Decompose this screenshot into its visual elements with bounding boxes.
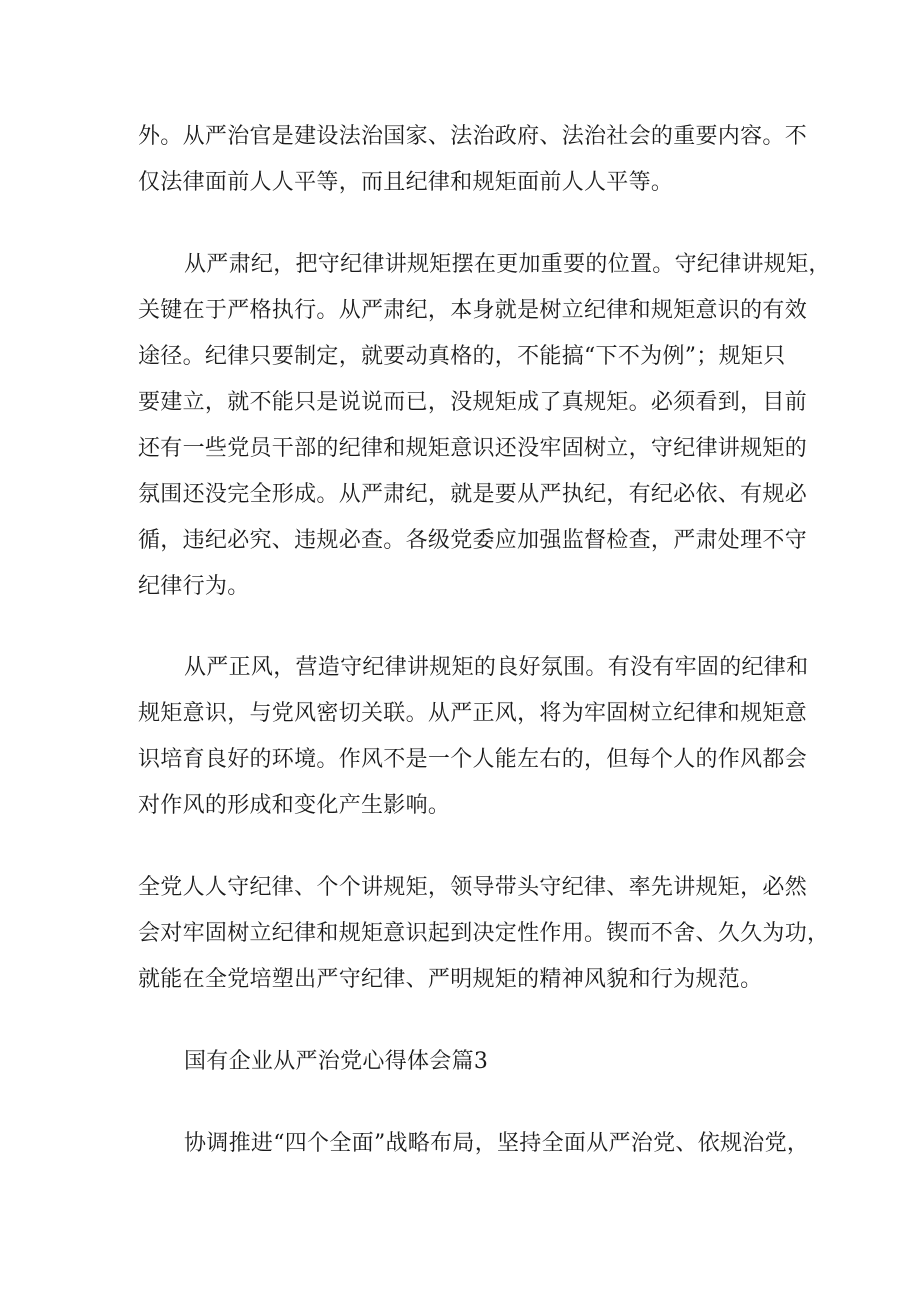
text-line-5: 途径。纪律只要制定，就要动真格的，不能搞“下不为例”；规矩只	[138, 344, 786, 369]
text-line-1: 外。从严治官是建设法治国家、法治政府、法治社会的重要内容。不	[138, 124, 808, 149]
text-line-17: 就能在全党培塑出严守纪律、严明规矩的精神风貌和行为规范。	[138, 967, 763, 992]
section-heading: 国有企业从严治党心得体会篇3	[184, 1049, 489, 1074]
text-line-13: 识培育良好的环境。作风不是一个人能左右的，但每个人的作风都会	[138, 747, 808, 772]
text-line-9: 循，违纪必究、违规必查。各级党委应加强监督检查，严肃处理不守	[138, 528, 808, 553]
text-line-2: 仅法律面前人人平等，而且纪律和规矩面前人人平等。	[138, 170, 674, 195]
text-line-16: 会对牢固树立纪律和规矩意识起到决定性作用。锲而不舍、久久为功，	[138, 921, 830, 946]
paragraph-start-line: 从严正风，营造守纪律讲规矩的良好氛围。有没有牢固的纪律和	[184, 655, 809, 680]
text-line-15: 全党人人守纪律、个个讲规矩，领导带头守纪律、率先讲规矩，必然	[138, 875, 808, 900]
paragraph-start-line: 协调推进“四个全面”战略布局，坚持全面从严治党、依规治党，	[184, 1131, 810, 1156]
text-line-10: 纪律行为。	[138, 574, 250, 599]
text-line-8: 氛围还没完全形成。从严肃纪，就是要从严执纪，有纪必依、有规必	[138, 482, 808, 507]
text-line-14: 对作风的形成和变化产生影响。	[138, 793, 451, 818]
text-line-7: 还有一些党员干部的纪律和规矩意识还没牢固树立，守纪律讲规矩的	[138, 436, 808, 461]
text-line-12: 规矩意识，与党风密切关联。从严正风，将为牢固树立纪律和规矩意	[138, 701, 808, 726]
text-line-4: 关键在于严格执行。从严肃纪，本身就是树立纪律和规矩意识的有效	[138, 298, 808, 323]
text-line-6: 要建立，就不能只是说说而已，没规矩成了真规矩。必须看到，目前	[138, 390, 808, 415]
paragraph-start-line: 从严肃纪，把守纪律讲规矩摆在更加重要的位置。守纪律讲规矩，	[184, 252, 831, 277]
